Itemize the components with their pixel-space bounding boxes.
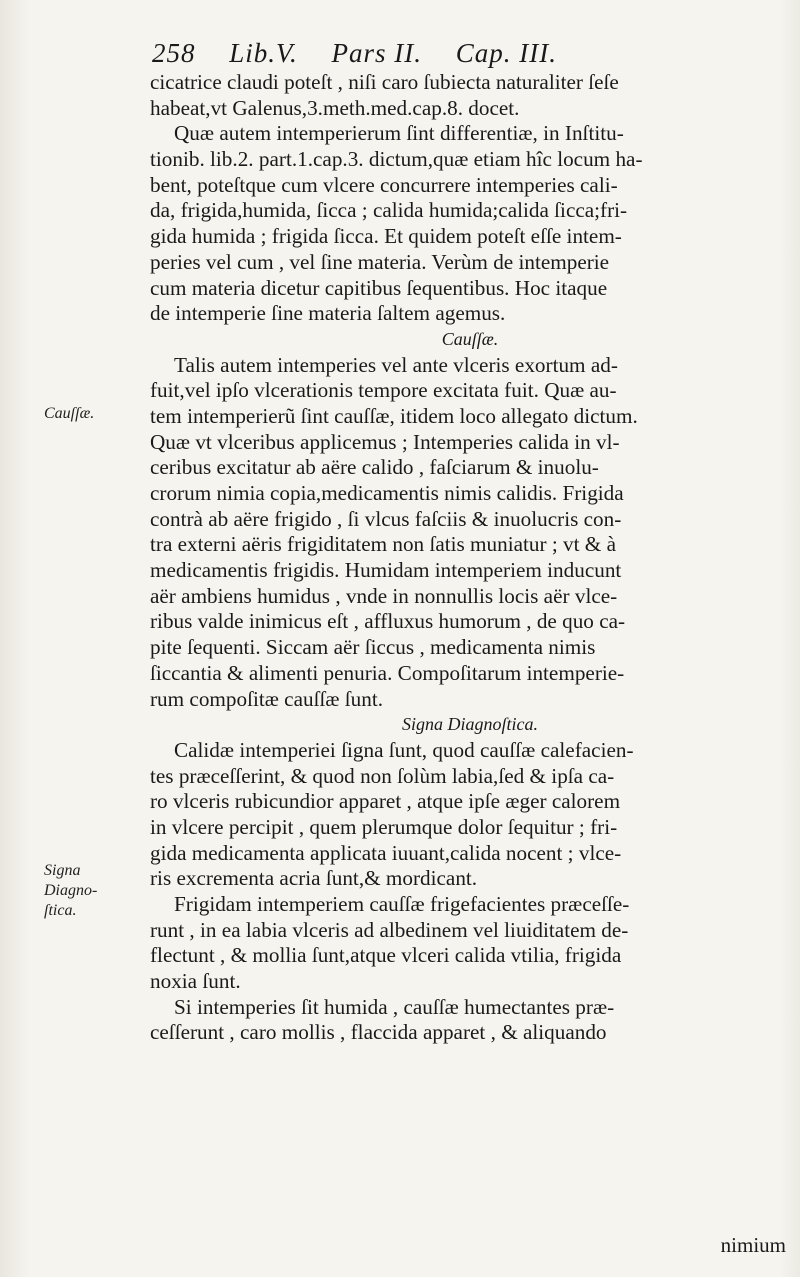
text-line: gida humida ; frigida ſicca. Et quidem poteſt eſſe intem- — [150, 224, 622, 249]
text-line: de intemperie ſine materia ſaltem agemus. — [150, 301, 506, 326]
book-label: Lib.V. — [229, 38, 298, 68]
text-line: ribus valde inimicus eſt , affluxus humorum , de quo ca- — [150, 609, 626, 634]
text-line: peries vel cum , vel ſine materia. Verùm de intemperie — [150, 249, 610, 274]
text-line: contrà ab aëre frigido , ſi vlcus faſciis & inuolucris con- — [150, 506, 622, 531]
text-line: habeat,vt Galenus,3.meth.med.cap.8. docet. — [150, 95, 520, 120]
text-line: gida medicamenta applicata iuuant,calida nocent ; vlce- — [150, 840, 622, 865]
text-line: ris excrementa acria ſunt,& mordicant. — [150, 866, 478, 891]
margin-note-line: Signa — [44, 862, 81, 879]
margin-note-causae: Cauſſæ. — [44, 405, 95, 422]
text-line: bent, poteſtque cum vlcere concurrere intemperies cali- — [150, 172, 618, 197]
text-line: runt , in ea labia vlceris ad albedinem vel liuiditatem de- — [150, 917, 629, 942]
text-line: cum materia dicetur capitibus ſequentibus. Hoc itaque — [150, 275, 608, 300]
text-line: pite ſequenti. Siccam aër ſiccus , medicamenta nimis — [150, 635, 596, 660]
text-line: Quæ autem intemperierum ſint differentiæ, in Inſtitu- — [174, 121, 624, 146]
text-line: Calidæ intemperiei ſigna ſunt, quod cauſſæ calefacien- — [174, 737, 634, 762]
text-line: Si intemperies ſit humida , cauſſæ humectantes præ- — [174, 994, 615, 1019]
text-line: crorum nimia copia,medicamentis nimis calidis. Frigida — [150, 481, 624, 505]
text-line: tes præceſſerint, & quod non ſolùm labia,ſed & ipſa ca- — [150, 763, 615, 788]
catchword: nimium — [720, 1233, 786, 1257]
text-line: medicamentis frigidis. Humidam intemperiem inducunt — [150, 558, 622, 583]
text-line: ro vlceris rubicundior apparet , atque ipſe æger calorem — [150, 789, 621, 814]
part-label: Pars II. — [331, 38, 423, 68]
text-line: fuit,vel ipſo vlcerationis tempore excitata fuit. Quæ au- — [150, 378, 617, 403]
text-line: tem intemperierũ ſint cauſſæ, itidem loco allegato dictum. — [150, 403, 638, 428]
margin-note-line: ſtica. — [44, 902, 77, 919]
text-line: cicatrice claudi poteſt , niſi caro ſubiecta naturaliter ſeſe — [150, 70, 619, 94]
text-line: tionib. lib.2. part.1.cap.3. dictum,quæ etiam hîc locum ha- — [150, 147, 643, 172]
section-heading: Signa Diagnoſtica. — [402, 714, 538, 735]
text-line: ceribus excitatur ab aëre calido , faſciarum & inuolu- — [150, 455, 599, 480]
section-heading: Cauſſæ. — [441, 328, 499, 349]
text-line: in vlcere percipit , quem plerumque dolor ſequitur ; fri- — [150, 814, 618, 839]
text-line: ſiccantia & alimenti penuria. Compoſitarum intemperie- — [150, 660, 625, 685]
text-line: ceſſerunt , caro mollis , flaccida apparet , & aliquando — [150, 1020, 607, 1045]
text-line: Quæ vt vlceribus applicemus ; Intemperies calida in vl- — [150, 429, 620, 454]
running-header — [152, 38, 792, 69]
text-line: Frigidam intemperiem cauſſæ frigefacientes præceſſe- — [174, 892, 630, 916]
margin-note-signa — [44, 861, 97, 921]
text-line: noxia ſunt. — [150, 969, 241, 994]
text-line: tra externi aëris frigiditatem non ſatis muniatur ; vt & à — [150, 532, 616, 557]
margin-note-line: Diagno- — [44, 882, 98, 899]
page-number: 258 — [152, 38, 196, 68]
text-line: aër ambiens humidus , vnde in nonnullis locis aër vlce- — [150, 583, 618, 608]
chapter-label: Cap. III. — [455, 38, 558, 68]
text-line: flectunt , & mollia ſunt,atque vlceri calida vtilia, frigida — [150, 943, 622, 968]
body-text — [150, 70, 790, 1046]
text-line: da, frigida,humida, ſicca ; calida humida;calida ſicca;fri- — [150, 198, 628, 223]
text-line: rum compoſitæ cauſſæ ſunt. — [150, 686, 384, 711]
text-line: Talis autem intemperies vel ante vlceris exortum ad- — [174, 352, 618, 377]
